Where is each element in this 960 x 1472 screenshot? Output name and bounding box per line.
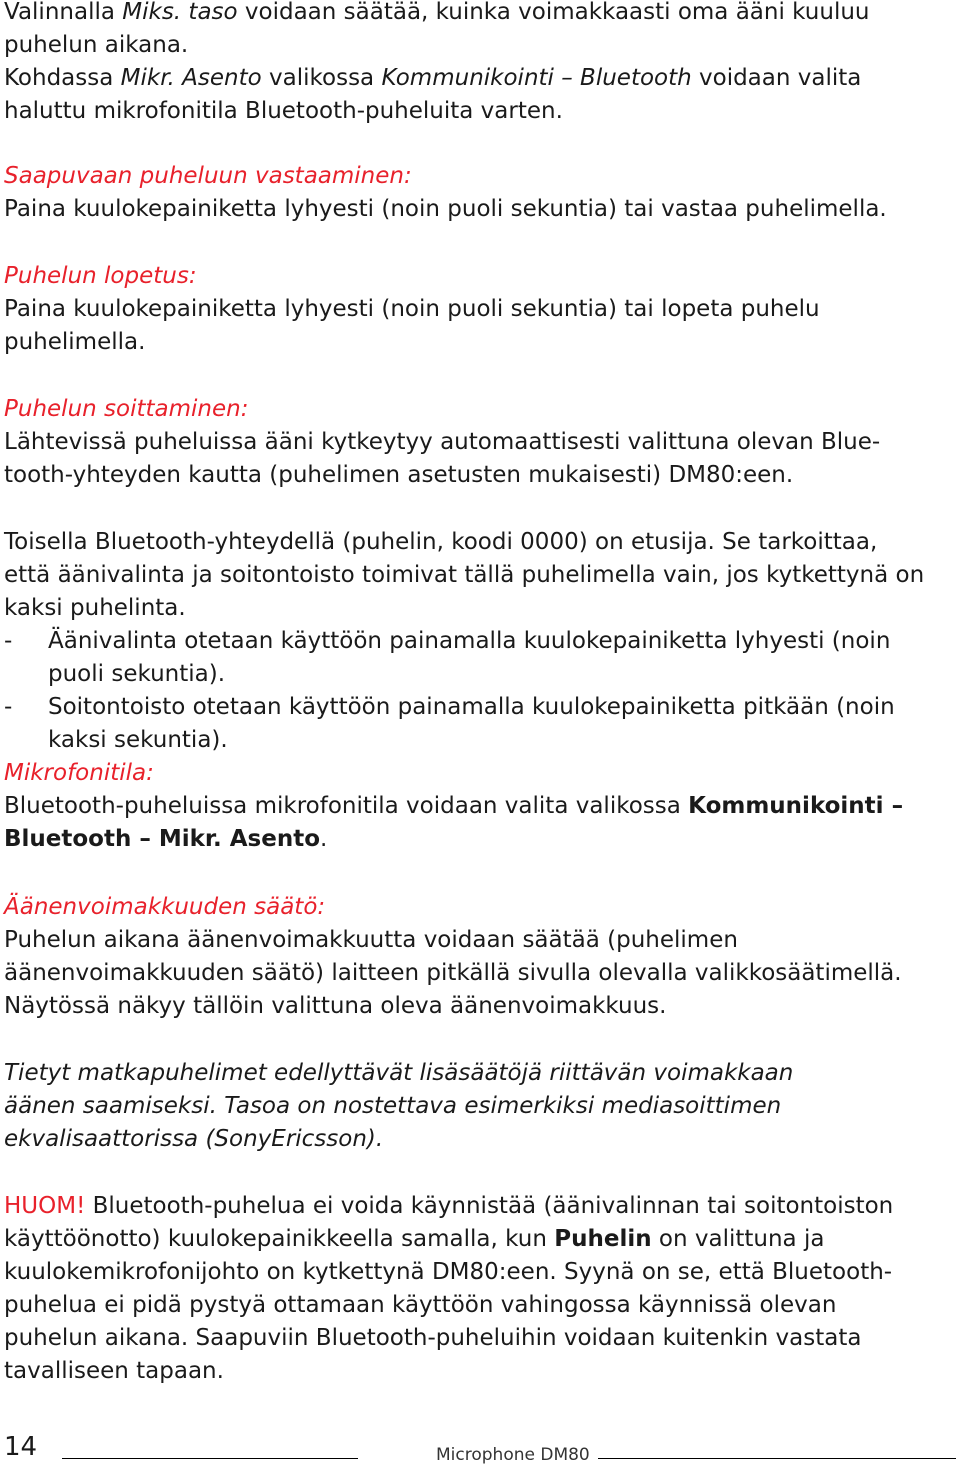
- text: Soitontoisto otetaan käyttöön painamalla kuulokepainiketta pitkään (noin: [48, 694, 895, 720]
- bullet-dash: -: [4, 628, 13, 654]
- page-number: 14: [4, 1432, 38, 1462]
- volume-section: [4, 891, 902, 1023]
- end-call-section: [4, 260, 820, 359]
- text: Äänivalinta otetaan käyttöön painamalla kuulokepainiketta lyhyesti (noin: [48, 628, 891, 654]
- text: Kohdassa: [4, 65, 121, 91]
- text: Bluetooth-puheluissa mikrofonitila voidaan valita valikossa: [4, 793, 689, 819]
- text: kuulokemikrofonijohto on kytkettynä DM80:een. Syynä on se, että Bluetooth-: [4, 1259, 893, 1285]
- text: Näytössä näkyy tällöin valittuna oleva äänenvoimakkuus.: [4, 993, 667, 1019]
- text: puoli sekuntia).: [48, 661, 226, 687]
- make-call-section: [4, 393, 880, 492]
- text: tooth-yhteyden kautta (puhelimen asetusten mukaisesti) DM80:een.: [4, 462, 794, 488]
- intro-section: [4, 0, 870, 128]
- footer-rule: [598, 1458, 956, 1459]
- footer-rule: [62, 1458, 358, 1459]
- section-heading: Puhelun lopetus:: [4, 263, 197, 289]
- text: voidaan säätää, kuinka voimakkaasti oma ääni kuuluu: [237, 0, 870, 25]
- text: Bluetooth – Mikr. Asento: [4, 826, 321, 852]
- text: käyttöönotto) kuulokepainikkeella samalla, kun: [4, 1226, 555, 1252]
- text: Kommunikointi – Bluetooth: [381, 65, 692, 91]
- text: tavalliseen tapaan.: [4, 1358, 224, 1384]
- section-heading: Saapuvaan puheluun vastaaminen:: [4, 163, 412, 189]
- text: että äänivalinta ja soitontoisto toimivat tällä puhelimella vain, jos kytkettynä on: [4, 562, 925, 588]
- text: Tietyt matkapuhelimet edellyttävät lisäsäätöjä riittävän voimakkaan: [4, 1060, 794, 1086]
- text: puhelua ei pidä pystyä ottamaan käyttöön vahingossa käynnissä olevan: [4, 1292, 837, 1318]
- text: puhelun aikana.: [4, 32, 189, 58]
- text: Kommunikointi –: [688, 793, 904, 819]
- text: .: [320, 826, 328, 852]
- text: äänen saamiseksi. Tasoa on nostettava esimerkiksi mediasoittimen: [4, 1093, 782, 1119]
- text: on valittuna ja: [651, 1226, 825, 1252]
- text: Lähtevissä puheluissa ääni kytkeytyy automaattisesti valittuna olevan Blue-: [4, 429, 881, 455]
- section-heading: Mikrofonitila:: [4, 760, 154, 786]
- section-heading: Äänenvoimakkuuden säätö:: [4, 894, 326, 920]
- text: puhelimella.: [4, 329, 146, 355]
- section-heading: Puhelun soittaminen:: [4, 396, 249, 422]
- answer-section: [4, 160, 887, 226]
- note-section: [4, 1057, 793, 1156]
- warning-label: HUOM!: [4, 1193, 86, 1219]
- text: Paina kuulokepainiketta lyhyesti (noin puoli sekuntia) tai vastaa puhelimella.: [4, 196, 887, 222]
- text: Puhelin: [554, 1226, 652, 1252]
- warning-section: [4, 1190, 893, 1388]
- list-item: [4, 625, 924, 691]
- text: Paina kuulokepainiketta lyhyesti (noin puoli sekuntia) tai lopeta puhelu: [4, 296, 820, 322]
- text: kaksi puhelinta.: [4, 595, 186, 621]
- text: Puhelun aikana äänenvoimakkuutta voidaan säätää (puhelimen: [4, 927, 738, 953]
- text: Mikr. Asento: [120, 65, 262, 91]
- text: Valinnalla: [4, 0, 123, 25]
- second-connection-section: [4, 526, 924, 856]
- list-item: [4, 691, 924, 757]
- text: puhelun aikana. Saapuviin Bluetooth-puheluihin voidaan kuitenkin vastata: [4, 1325, 862, 1351]
- text: Miks. taso: [122, 0, 238, 25]
- text: ekvalisaattorissa (SonyEricsson).: [4, 1126, 384, 1152]
- text: äänenvoimakkuuden säätö) laitteen pitkällä sivulla olevalla valikkosäätimellä.: [4, 960, 902, 986]
- text: Toisella Bluetooth-yhteydellä (puhelin, koodi 0000) on etusija. Se tarkoittaa,: [4, 529, 878, 555]
- text: kaksi sekuntia).: [48, 727, 228, 753]
- footer-title: Microphone DM80: [436, 1445, 590, 1465]
- text: voidaan valita: [691, 65, 862, 91]
- text: haluttu mikrofonitila Bluetooth-puheluita varten.: [4, 98, 563, 124]
- text: Bluetooth-puhelua ei voida käynnistää (äänivalinnan tai soitontoiston: [85, 1193, 894, 1219]
- text: valikossa: [261, 65, 382, 91]
- bullet-dash: -: [4, 694, 13, 720]
